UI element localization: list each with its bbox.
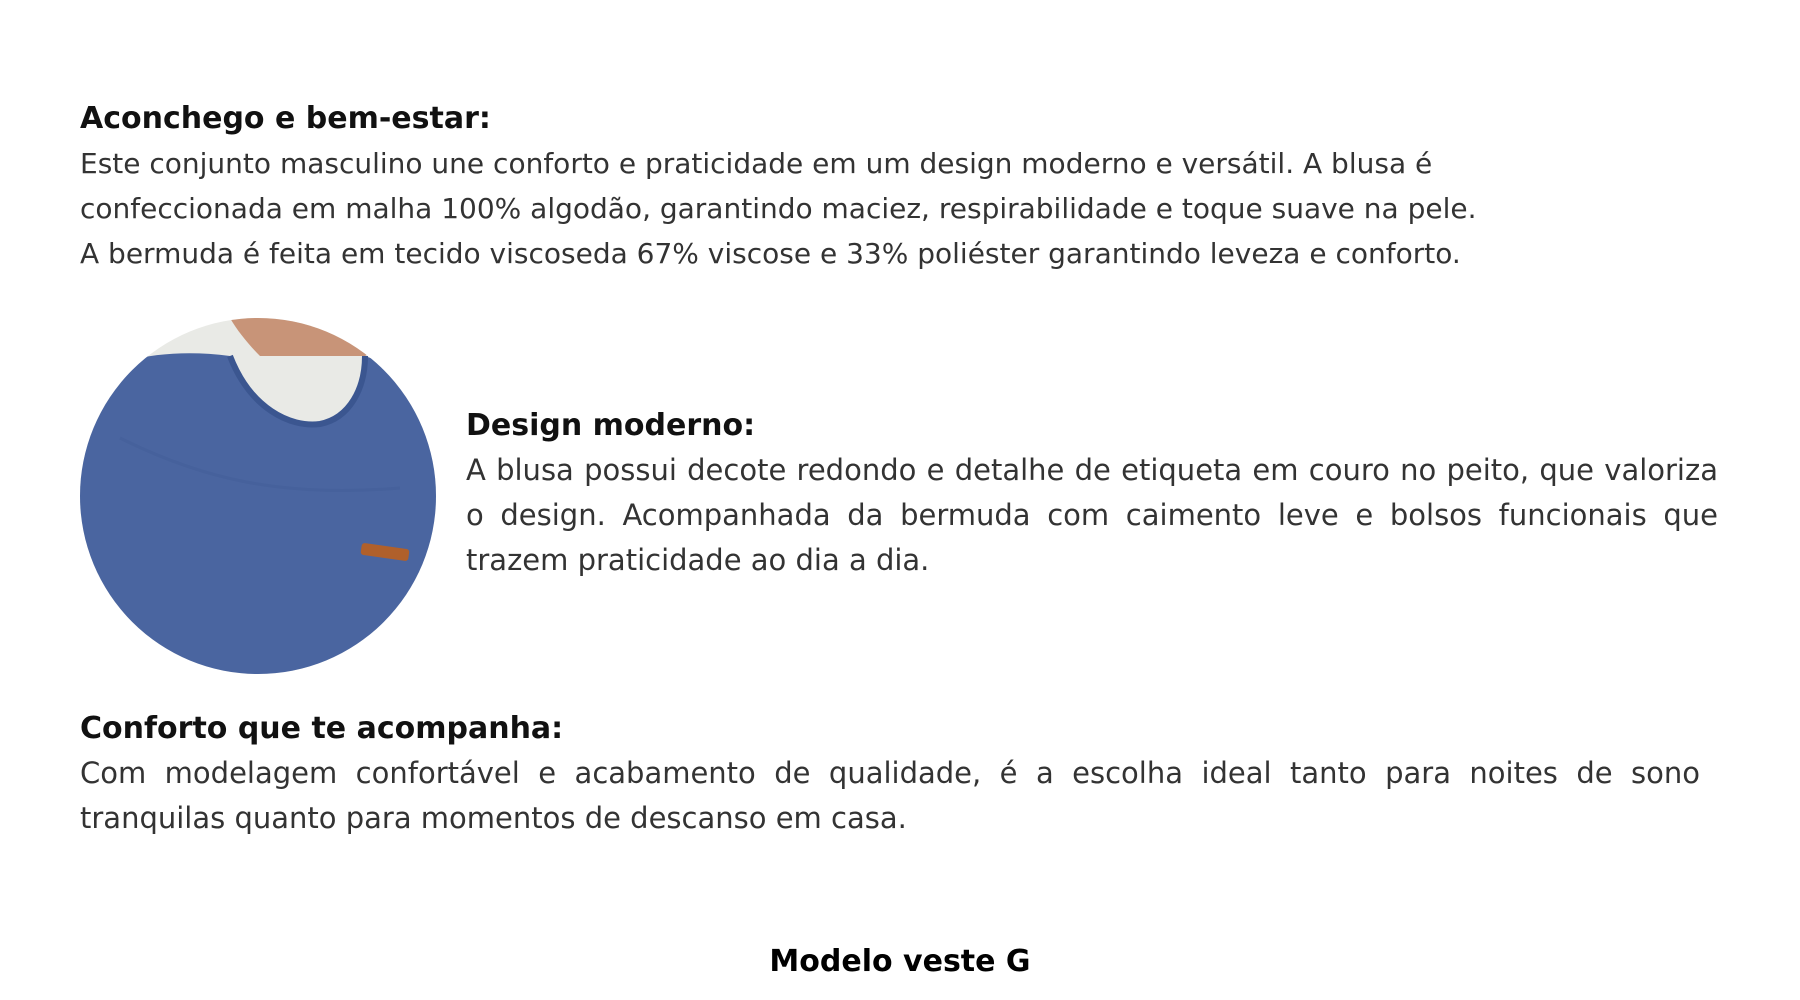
paragraph-line: confeccionada em malha 100% algodão, garantindo maciez, respirabilidade e toque suave na pele. [80, 192, 1477, 225]
section-paragraph: Com modelagem confortável e acabamento de qualidade, é a escolha ideal tanto para noites de sono tranquilas quanto para momentos de descanso em casa. [80, 756, 1700, 835]
section-heading: Conforto que te acompanha: [80, 711, 564, 746]
product-closeup-image [80, 318, 436, 674]
section-heading: Design moderno: [466, 408, 756, 443]
section-comfort [80, 97, 1730, 276]
section-comfort-companion [80, 707, 1700, 841]
product-closeup-illustration [80, 318, 436, 674]
section-heading: Aconchego e bem-estar: [80, 101, 491, 136]
paragraph-line: A bermuda é feita em tecido viscoseda 67% viscose e 33% poliéster garantindo leveza e conforto. [80, 237, 1461, 270]
model-size-note: Modelo veste G [769, 944, 1031, 979]
section-modern-design [466, 404, 1718, 583]
section-paragraph [80, 141, 1730, 276]
neck-skin [230, 318, 402, 356]
section-paragraph: A blusa possui decote redondo e detalhe de etiqueta em couro no peito, que valoriza o design. Acompanhada da bermuda com caimento leve e bolsos funcionais que trazem praticidade ao dia a dia. [466, 453, 1718, 577]
paragraph-line: Este conjunto masculino une conforto e praticidade em um design moderno e versátil. A blusa é [80, 147, 1433, 180]
